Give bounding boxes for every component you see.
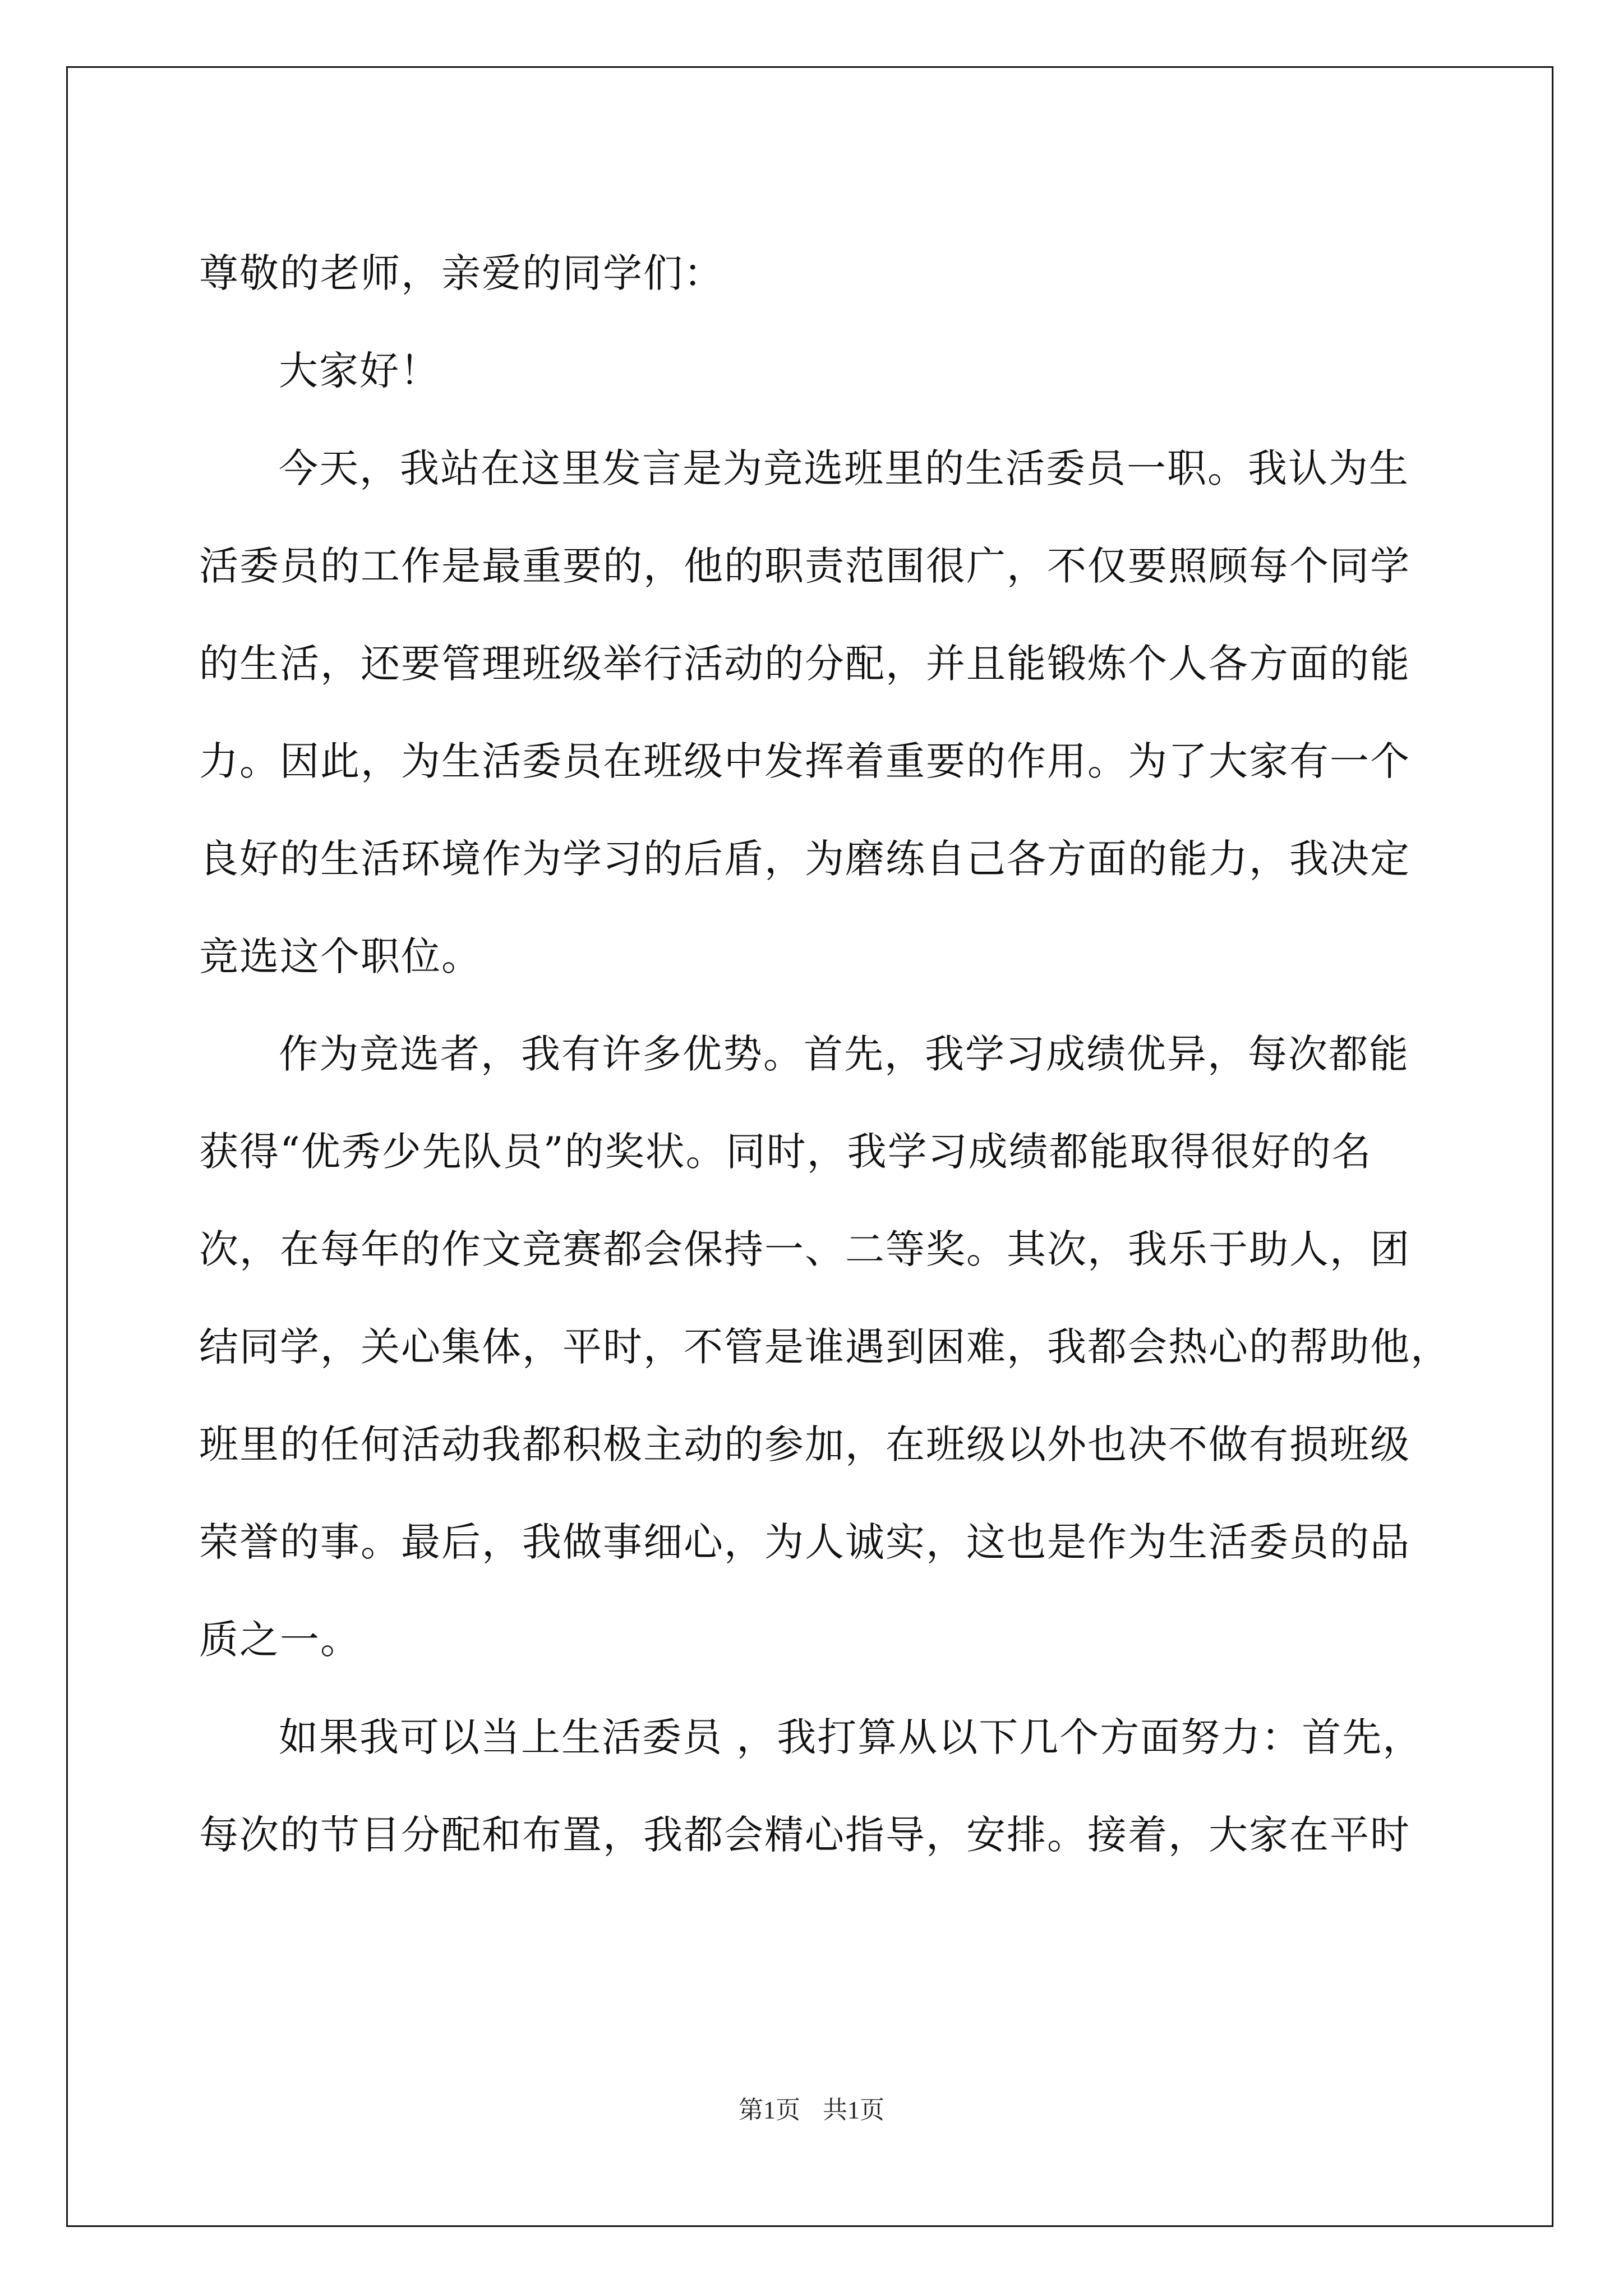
text-line: 良好的生活环境作为学习的后盾，为磨练自己各方面的能力，我决定 bbox=[199, 836, 1410, 882]
text-line: 大家好！ bbox=[279, 348, 440, 394]
text-line: 班里的任何活动我都积极主动的参加，在班级以外也决不做有损班级 bbox=[199, 1421, 1410, 1467]
text-line: 获得“优秀少先队员”的奖状。同时，我学习成绩都能取得很好的名 bbox=[199, 1129, 1372, 1175]
text-line: 尊敬的老师，亲爱的同学们： bbox=[199, 250, 724, 296]
page-number-total: 共1页 bbox=[823, 2096, 884, 2124]
text-line: 次，在每年的作文竞赛都会保持一、二等奖。其次，我乐于助人，团 bbox=[199, 1226, 1410, 1272]
text-line: 力。因此，为生活委员在班级中发挥着重要的作用。为了大家有一个 bbox=[199, 738, 1410, 784]
text-line: 质之一。 bbox=[199, 1617, 361, 1663]
text-line: 的生活，还要管理班级举行活动的分配，并且能锻炼个人各方面的能 bbox=[199, 641, 1410, 687]
page-number-current: 第1页 bbox=[739, 2096, 800, 2124]
text-line: 作为竞选者，我有许多优势。首先，我学习成绩优异，每次都能 bbox=[279, 1031, 1409, 1077]
text-line: 竞选这个职位。 bbox=[199, 933, 482, 979]
text-line: 荣誉的事。最后，我做事细心，为人诚实，这也是作为生活委员的品 bbox=[199, 1519, 1410, 1565]
text-line: 今天，我站在这里发言是为竞选班里的生活委员一职。我认为生 bbox=[279, 445, 1409, 491]
text-line: 如果我可以当上生活委员 ，我打算从以下几个方面努力：首先， bbox=[279, 1714, 1423, 1760]
text-line: 结同学，关心集体，平时，不管是谁遇到困难，我都会热心的帮助他， bbox=[199, 1324, 1451, 1370]
text-line: 每次的节目分配和布置，我都会精心指导，安排。接着，大家在平时 bbox=[199, 1812, 1410, 1858]
document-body bbox=[199, 224, 1451, 1884]
page-footer bbox=[0, 2090, 1623, 2125]
text-line: 活委员的工作是最重要的，他的职责范围很广，不仅要照顾每个同学 bbox=[199, 543, 1410, 589]
